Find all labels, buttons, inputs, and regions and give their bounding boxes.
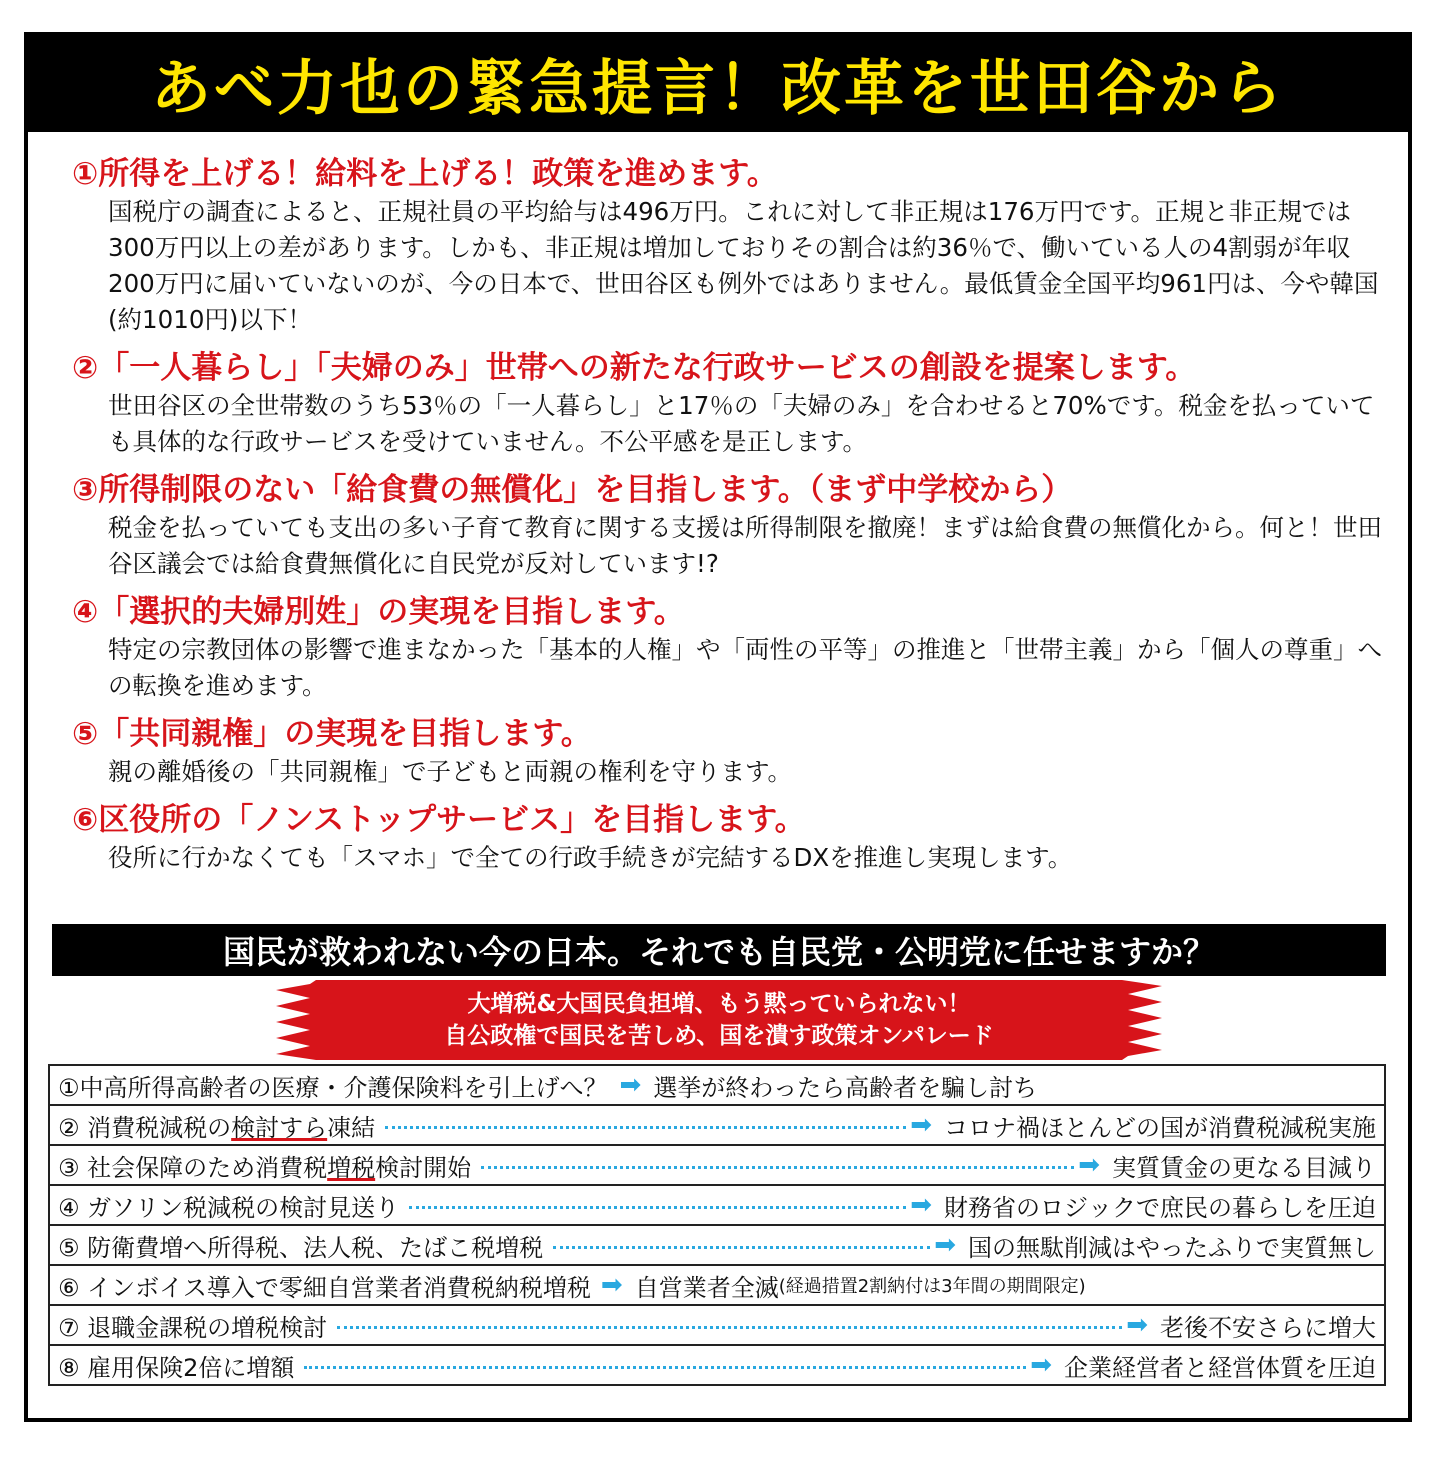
right-arrow-icon: ➡ [619, 1070, 642, 1100]
proposal-body: 特定の宗教団体の影響で進まなかった「基本的人権」や「両性の平等」の推進と「世帯主義」から「個人の尊重」への転換を進めます。 [108, 635, 1382, 700]
leader-dots [481, 1166, 1074, 1169]
policy-table [48, 1064, 1386, 1386]
policy-cell [49, 1345, 1385, 1385]
proposal-4 [72, 592, 1388, 704]
right-arrow-icon: ➡ [1030, 1350, 1052, 1380]
proposal-list [72, 154, 1388, 886]
policy-consequence: 老後不安さらに増大 [1160, 1313, 1376, 1342]
policy-item-underlined: 増税 [327, 1153, 376, 1182]
policy-cell [49, 1265, 1385, 1305]
policy-note: (経過措置2割納付は3年間の期間限定) [778, 1276, 1086, 1297]
policy-consequence: 実質賃金の更なる目減り [1112, 1153, 1376, 1182]
question-text: 国民が救われない今の日本。それでも自民党・公明党に任せますか？ [222, 933, 1215, 971]
proposal-6 [72, 800, 1388, 876]
proposal-title: ②「一人暮らし」「夫婦のみ」世帯への新たな行政サービスの創設を提案します。 [72, 350, 1197, 386]
proposal-body: 親の離婚後の「共同親権」で子どもと両親の権利を守ります。 [108, 757, 793, 786]
policy-cell [49, 1105, 1385, 1145]
policy-consequence: 国の無駄削減はやったふりで実質無し [968, 1233, 1376, 1262]
proposal-2 [72, 348, 1388, 460]
policy-item: ⑦ 退職金課税の増税検討 [58, 1313, 328, 1342]
policy-item-part: 検討開始 [375, 1153, 472, 1182]
proposal-title: ④「選択的夫婦別姓」の実現を目指します。 [72, 594, 685, 630]
proposal-3 [72, 470, 1388, 582]
policy-item: ⑤ 防衛費増へ所得税、法人税、たばこ税増税 [58, 1233, 544, 1262]
page-title: あべ力也の緊急提言！改革を世田谷から [151, 54, 1285, 124]
table-row [49, 1185, 1385, 1225]
policy-cell [49, 1305, 1385, 1345]
proposal-title: ③所得制限のない「給食費の無償化」を目指します。（まず中学校から） [72, 472, 1073, 508]
policy-item-part: ③ 社会保障のため消費税 [58, 1153, 328, 1182]
proposal-body: 国税庁の調査によると、正規社員の平均給与は496万円。これに対して非正規は176万円です。正規と非正規では300万円以上の差があります。しかも、非正規は増加しておりその割合は約36％で、働いている人の4割弱が年収200万円に届いていないのが、今の日本で、世田谷区も例外ではありません。最低賃金全国平均961円は、今や韓国(約1010円)以下！ [108, 197, 1379, 334]
policy-consequence: コロナ禍ほとんどの国が消費税減税実施 [944, 1113, 1376, 1142]
table-row [49, 1305, 1385, 1345]
policy-item [58, 1148, 471, 1183]
policy-consequence: 自営業者全滅 [634, 1273, 779, 1302]
policy-cell [49, 1225, 1385, 1265]
right-arrow-icon: ➡ [910, 1190, 932, 1220]
policy-item: ④ ガソリン税減税の検討見送り [58, 1193, 400, 1222]
proposal-body: 役所に行かなくても「スマホ」で全ての行政手続きが完結するDXを推進し実現します。 [108, 843, 1073, 872]
proposal-1 [72, 154, 1388, 338]
leader-dots [304, 1366, 1026, 1369]
policy-item-part: 凍結 [327, 1113, 376, 1142]
proposal-title: ⑤「共同親権」の実現を目指します。 [72, 716, 592, 752]
title-banner [28, 36, 1408, 132]
proposal-5 [72, 714, 1388, 790]
policy-consequence: 財務省のロジックで庶民の暮らしを圧迫 [944, 1193, 1376, 1222]
policy-cell [49, 1185, 1385, 1225]
table-row [49, 1265, 1385, 1305]
flyer-frame [24, 32, 1412, 1422]
warning-burst [276, 980, 1162, 1060]
table-row [49, 1145, 1385, 1185]
policy-item: ①中高所得高齢者の医療・介護保険料を引上げへ？ [58, 1073, 608, 1102]
leader-dots [553, 1246, 930, 1249]
policy-cell [49, 1065, 1385, 1105]
table-row [49, 1225, 1385, 1265]
leader-dots [385, 1126, 906, 1129]
right-arrow-icon: ➡ [910, 1110, 932, 1140]
leader-dots [409, 1206, 906, 1209]
burst-line-1: 大増税&大国民負担増、もう黙っていられない！ [467, 991, 971, 1017]
table-row [49, 1345, 1385, 1385]
proposal-body: 税金を払っていても支出の多い子育て教育に関する支援は所得制限を撤廃！まずは給食費の無償化から。何と！世田谷区議会では給食費無償化に自民党が反対しています!? [108, 513, 1382, 578]
policy-item-underlined: 検討すら [231, 1113, 328, 1142]
table-row [49, 1105, 1385, 1145]
right-arrow-icon: ➡ [1078, 1150, 1100, 1180]
proposal-title: ①所得を上げる！給料を上げる！政策を進めます。 [72, 156, 778, 192]
burst-line-2: 自公政権で国民を苦しめ、国を潰す政策オンパレード [444, 1023, 994, 1049]
burst-text [276, 988, 1162, 1052]
policy-cell [49, 1145, 1385, 1185]
policy-consequence: 企業経営者と経営体質を圧迫 [1064, 1353, 1376, 1382]
policy-item [58, 1108, 375, 1143]
policy-item: ⑥ インボイス導入で零細自営業者消費税納税増税 [58, 1273, 591, 1302]
policy-consequence: 選挙が終わったら高齢者を騙し討ち [653, 1073, 1038, 1102]
right-arrow-icon: ➡ [600, 1270, 623, 1300]
proposal-title: ⑥区役所の「ノンストップサービス」を目指します。 [72, 802, 806, 838]
policy-item: ⑧ 雇用保険2倍に増額 [58, 1353, 295, 1382]
leader-dots [337, 1326, 1122, 1329]
table-row [49, 1065, 1385, 1105]
proposal-body: 世田谷区の全世帯数のうち53％の「一人暮らし」と17％の「夫婦のみ」を合わせると70%です。税金を払っていても具体的な行政サービスを受けていません。不公平感を是正します。 [108, 391, 1375, 456]
right-arrow-icon: ➡ [1126, 1310, 1148, 1340]
right-arrow-icon: ➡ [934, 1230, 956, 1260]
question-bar [52, 924, 1386, 976]
policy-item-part: ② 消費税減税の [58, 1113, 232, 1142]
